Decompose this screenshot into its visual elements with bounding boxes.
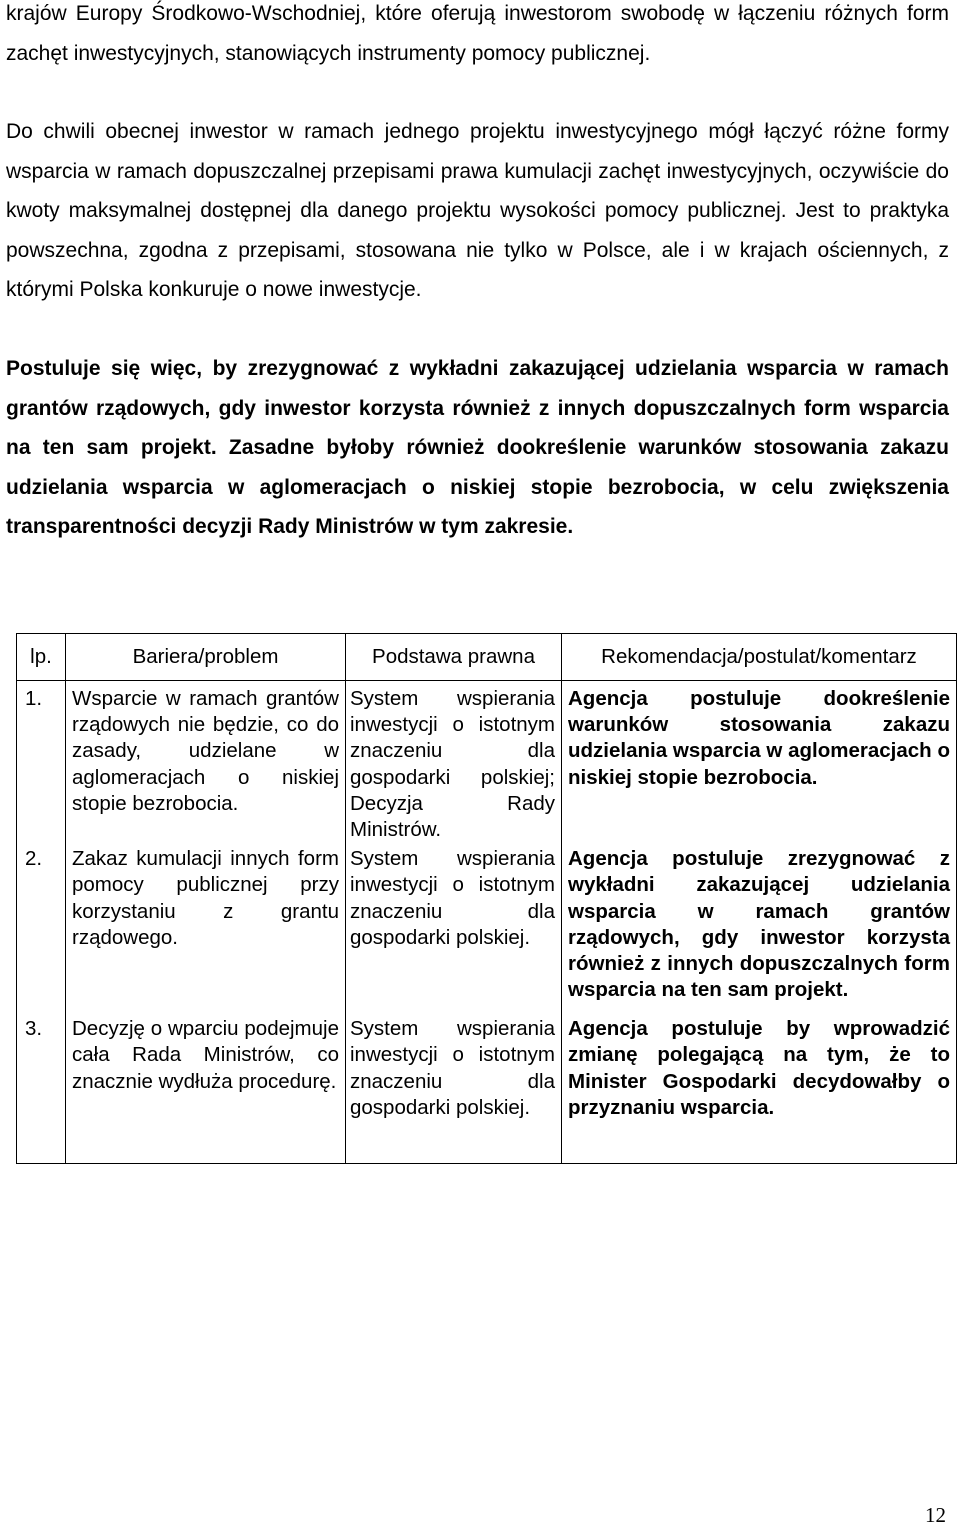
page-number: 12 <box>925 1503 946 1527</box>
header-lp: lp. <box>17 634 66 681</box>
legal-basis-cell: System wspierania inwestycji o istotnym znaczeniu dla gospodarki polskiej. <box>346 1014 562 1164</box>
row-number: 2. <box>17 843 66 1014</box>
table-row <box>17 843 957 1014</box>
paragraph-current-practice: Do chwili obecnej inwestor w ramach jednego projektu inwestycyjnego mógł łączyć różne formy wsparcia w ramach dopuszczalnej przepisami prawa kumulacji zachęt inwestycyjnych, oczywiście do kwoty maksymalnej dostępnej dla danego projektu wysokości pomocy publicznej. Jest to praktyka powszechna, zgodna z przepisami, stosowana nie tylko w Polsce, ale i w krajach ościennych, z którymi Polska konkuruje o nowe inwestycje. <box>6 120 949 301</box>
recommendations-table <box>16 633 957 1164</box>
legal-basis-cell: System wspierania inwestycji o istotnym znaczeniu dla gospodarki polskiej. <box>346 843 562 1014</box>
problem-cell: Decyzję o wparciu podejmuje cała Rada Ministrów, co znacznie wydłuża procedurę. <box>66 1014 346 1164</box>
header-recommendation: Rekomendacja/postulat/komentarz <box>562 634 957 681</box>
recommendation-cell: Agencja postuluje dookreślenie warunków stosowania zakazu udzielania wsparcia w aglomeracjach o niskiej stopie bezrobocia. <box>562 681 957 844</box>
recommendation-cell: Agencja postuluje by wprowadzić zmianę polegającą na tym, że to Minister Gospodarki decydowałby o przyznaniu wsparcia. <box>562 1014 957 1164</box>
row-number: 3. <box>17 1014 66 1164</box>
paragraph-intro-continuation: krajów Europy Środkowo-Wschodniej, które oferują inwestorom swobodę w łączeniu różnych form zachęt inwestycyjnych, stanowiących instrumenty pomocy publicznej. <box>6 2 949 65</box>
table-header-row <box>17 634 957 681</box>
header-problem: Bariera/problem <box>66 634 346 681</box>
row-number: 1. <box>17 681 66 844</box>
paragraph-postulate: Postuluje się więc, by zrezygnować z wykładni zakazującej udzielania wsparcia w ramach grantów rządowych, gdy inwestor korzysta również z innych dopuszczalnych form wsparcia na ten sam projekt. Zasadne byłoby również dookreślenie warunków stosowania zakazu udzielania wsparcia w aglomeracjach o niskiej stopie bezrobocia, w celu zwiększenia transparentności decyzji Rady Ministrów w tym zakresie. <box>6 357 949 539</box>
legal-basis-cell: System wspierania inwestycji o istotnym znaczeniu dla gospodarki polskiej; Decyzja Rady Ministrów. <box>346 681 562 844</box>
table-row <box>17 1014 957 1164</box>
table-row <box>17 681 957 844</box>
recommendation-cell: Agencja postuluje zrezygnować z wykładni zakazującej udzielania wsparcia w ramach grantów rządowych, gdy inwestor korzysta również z innych dopuszczalnych form wsparcia na ten sam projekt. <box>562 843 957 1014</box>
problem-cell: Wsparcie w ramach grantów rządowych nie będzie, co do zasady, udzielane w aglomeracjach o niskiej stopie bezrobocia. <box>66 681 346 844</box>
header-legal-basis: Podstawa prawna <box>346 634 562 681</box>
problem-cell: Zakaz kumulacji innych form pomocy publicznej przy korzystaniu z grantu rządowego. <box>66 843 346 1014</box>
